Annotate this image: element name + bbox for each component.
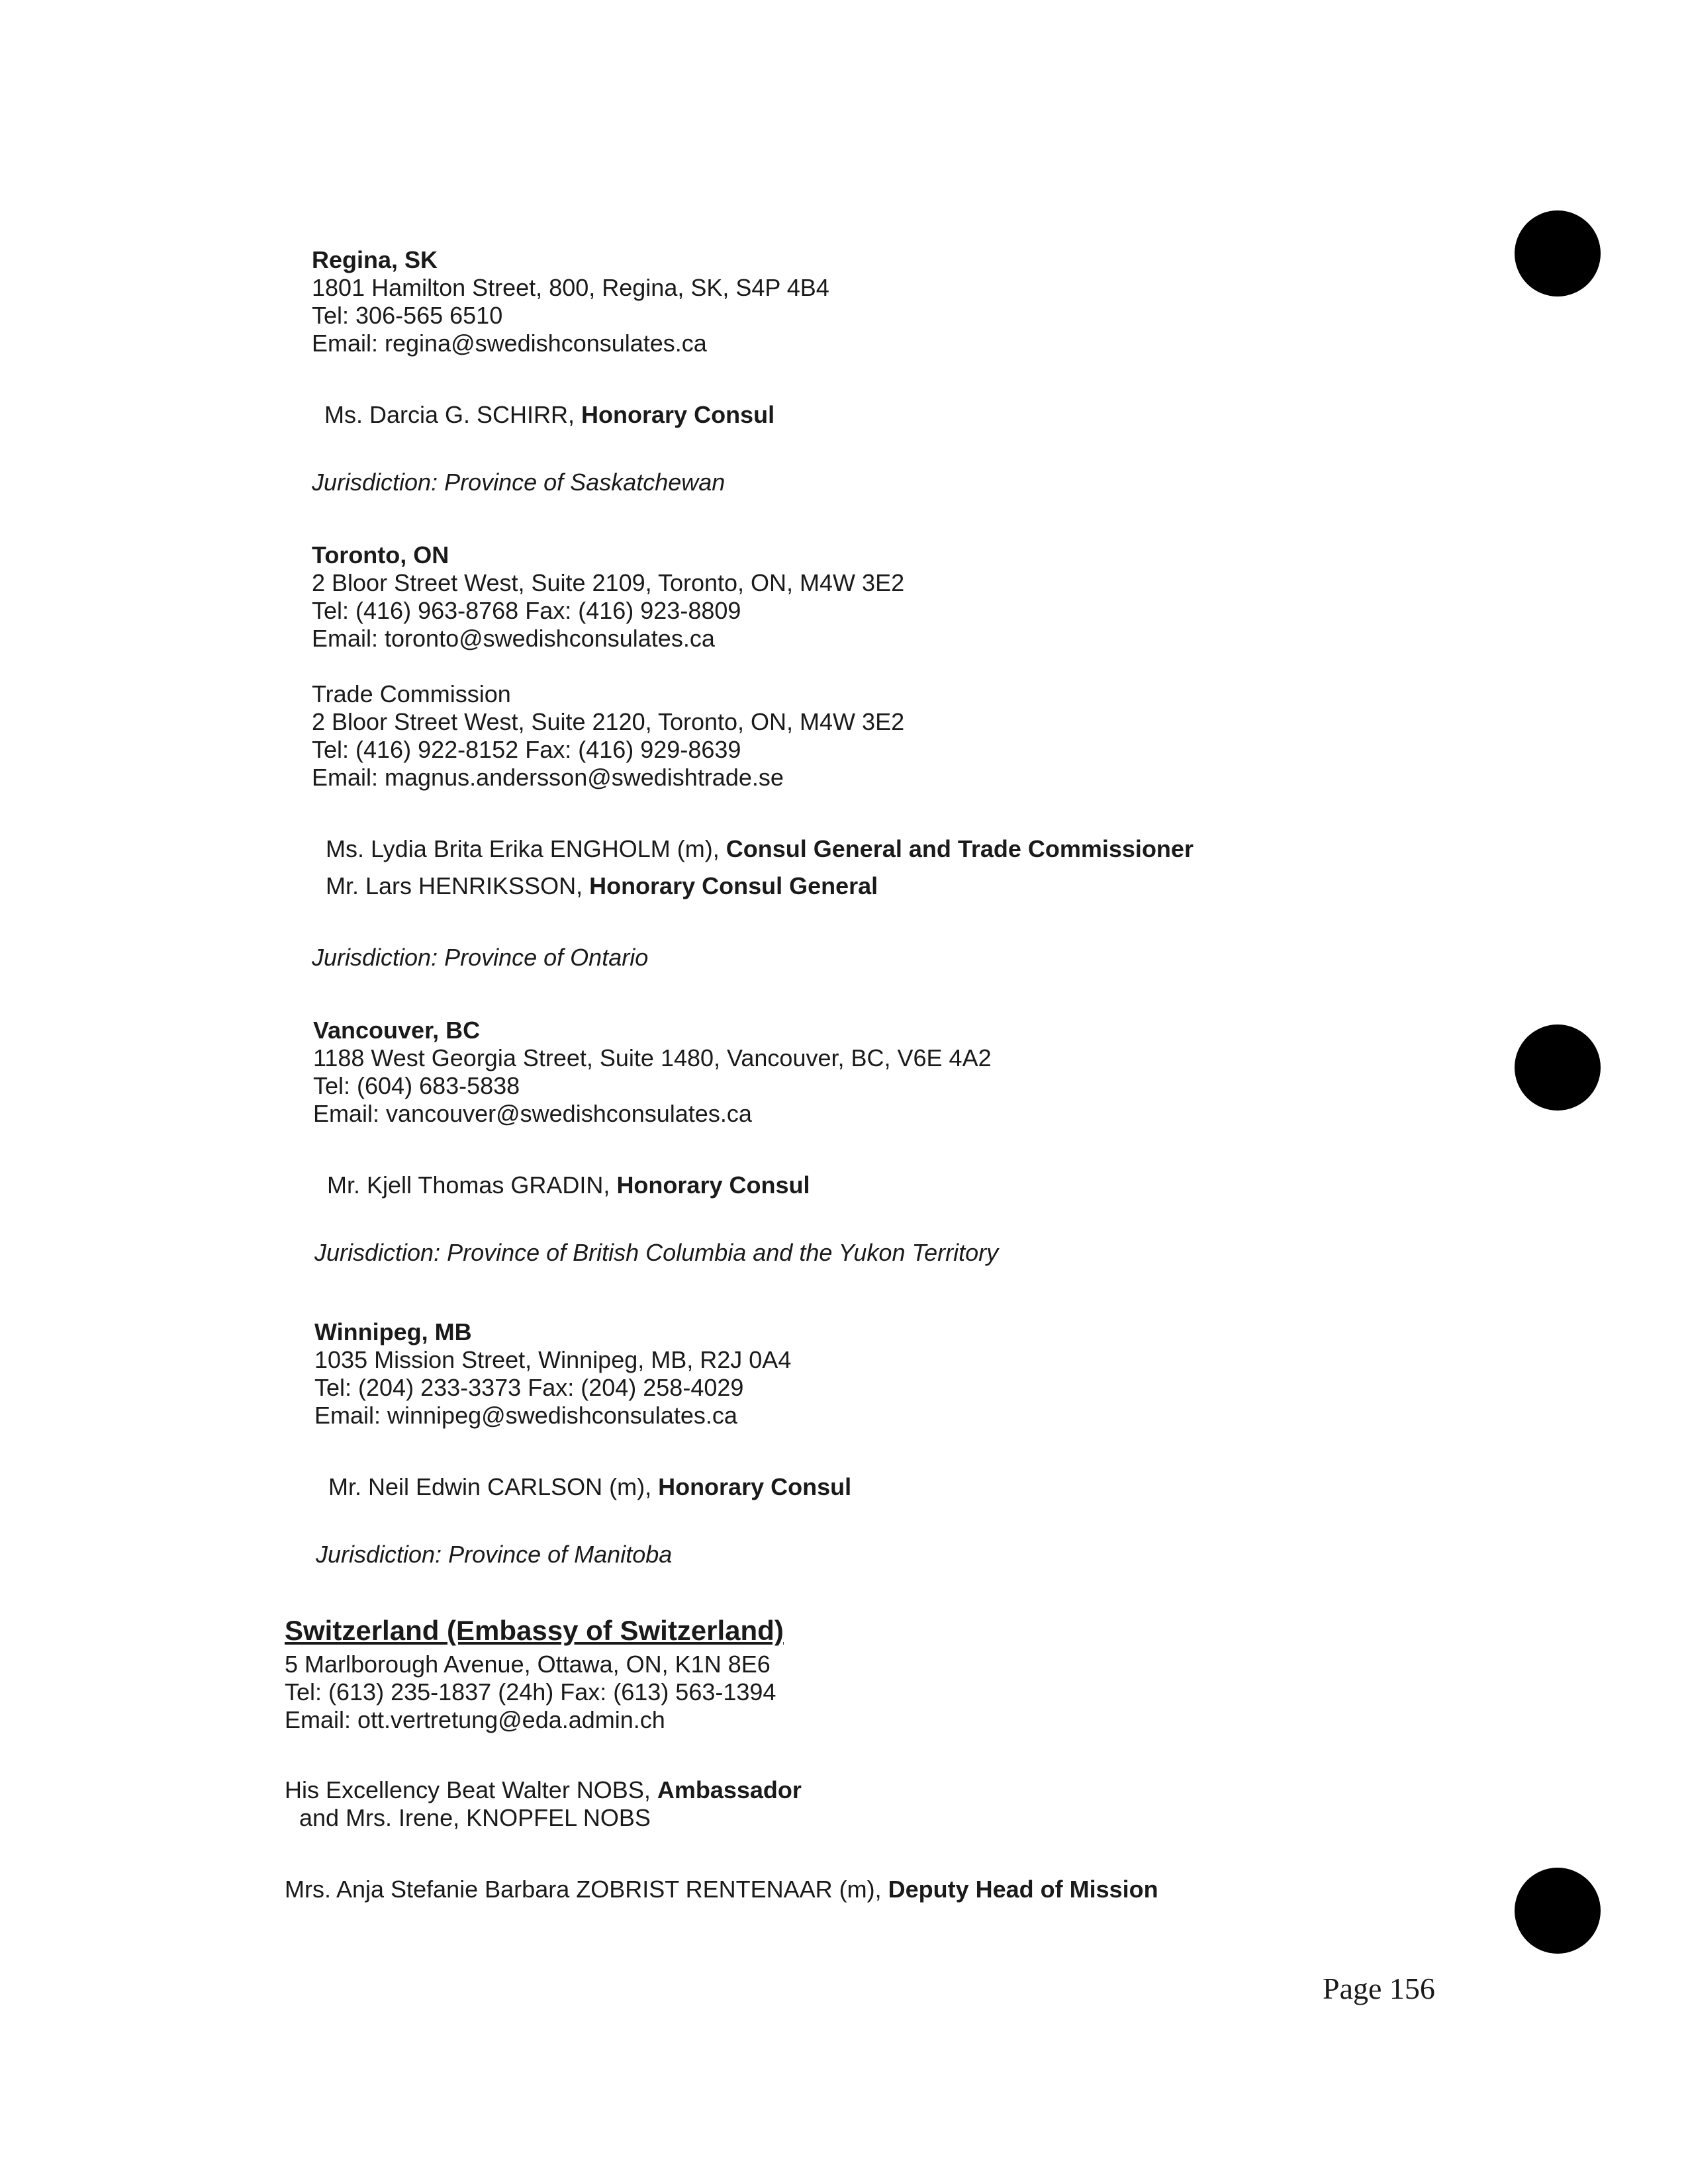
telephone: Tel: (204) 233-3373 Fax: (204) 258-4029 <box>314 1374 744 1401</box>
city-title: Toronto, ON <box>312 541 449 569</box>
deputy <box>285 1876 1158 1903</box>
official-title: Honorary Consul General <box>589 872 878 899</box>
trade-email: Email: magnus.andersson@swedishtrade.se <box>312 764 784 791</box>
jurisdiction: Jurisdiction: Province of Ontario <box>312 944 649 971</box>
trade-commission-title: Trade Commission <box>312 680 511 707</box>
official <box>328 1473 851 1501</box>
jurisdiction: Jurisdiction: Province of British Columbia and the Yukon Territory <box>314 1239 999 1266</box>
official <box>324 401 774 429</box>
official <box>326 835 1194 863</box>
email: Email: vancouver@swedishconsulates.ca <box>313 1100 752 1127</box>
official-name: Ms. Darcia G. SCHIRR, <box>324 401 582 428</box>
official-title: Honorary Consul <box>616 1171 810 1199</box>
spouse: and Mrs. Irene, KNOPFEL NOBS <box>299 1804 651 1831</box>
official-title: Honorary Consul <box>581 401 775 428</box>
address: 2 Bloor Street West, Suite 2109, Toronto, ON, M4W 3E2 <box>312 569 905 596</box>
official-title: Deputy Head of Mission <box>888 1876 1158 1903</box>
ambassador <box>285 1776 802 1804</box>
telephone: Tel: (416) 963-8768 Fax: (416) 923-8809 <box>312 597 741 624</box>
official-title: Honorary Consul <box>658 1473 852 1500</box>
official-title: Ambassador <box>657 1776 802 1803</box>
city-title: Vancouver, BC <box>313 1017 481 1044</box>
official-name: Mr. Kjell Thomas GRADIN, <box>327 1171 617 1199</box>
address: 1035 Mission Street, Winnipeg, MB, R2J 0A4 <box>314 1346 792 1373</box>
official-name: Mrs. Anja Stefanie Barbara ZOBRIST RENTENAAR (m), <box>285 1876 888 1903</box>
punch-hole-bottom <box>1515 1868 1601 1954</box>
email: Email: ott.vertretung@eda.admin.ch <box>285 1706 665 1733</box>
email: Email: toronto@swedishconsulates.ca <box>312 625 715 652</box>
city-title: Regina, SK <box>312 246 438 273</box>
email: Email: winnipeg@swedishconsulates.ca <box>314 1402 737 1429</box>
official-title: Consul General and Trade Commissioner <box>726 835 1194 862</box>
punch-hole-top <box>1515 210 1601 296</box>
official-name: Ms. Lydia Brita Erika ENGHOLM (m), <box>326 835 726 862</box>
page-number: Page 156 <box>1323 1972 1435 2005</box>
address: 1188 West Georgia Street, Suite 1480, Vancouver, BC, V6E 4A2 <box>313 1044 992 1071</box>
email: Email: regina@swedishconsulates.ca <box>312 330 707 357</box>
address: 1801 Hamilton Street, 800, Regina, SK, S4P 4B4 <box>312 274 829 301</box>
official <box>327 1171 810 1199</box>
telephone: Tel: (604) 683-5838 <box>313 1072 520 1099</box>
punch-hole-middle <box>1515 1024 1601 1111</box>
trade-telephone: Tel: (416) 922-8152 Fax: (416) 929-8639 <box>312 736 741 763</box>
address: 5 Marlborough Avenue, Ottawa, ON, K1N 8E6 <box>285 1651 771 1678</box>
city-title: Winnipeg, MB <box>314 1318 472 1345</box>
official <box>326 872 878 900</box>
jurisdiction: Jurisdiction: Province of Manitoba <box>316 1541 673 1568</box>
official-name: His Excellency Beat Walter NOBS, <box>285 1776 657 1803</box>
country-heading: Switzerland (Embassy of Switzerland) <box>285 1615 784 1646</box>
telephone: Tel: (613) 235-1837 (24h) Fax: (613) 563-1394 <box>285 1678 776 1706</box>
official-name: Mr. Neil Edwin CARLSON (m), <box>328 1473 659 1500</box>
jurisdiction: Jurisdiction: Province of Saskatchewan <box>312 469 726 496</box>
telephone: Tel: 306-565 6510 <box>312 302 503 329</box>
official-name: Mr. Lars HENRIKSSON, <box>326 872 590 899</box>
trade-address: 2 Bloor Street West, Suite 2120, Toronto, ON, M4W 3E2 <box>312 708 905 735</box>
